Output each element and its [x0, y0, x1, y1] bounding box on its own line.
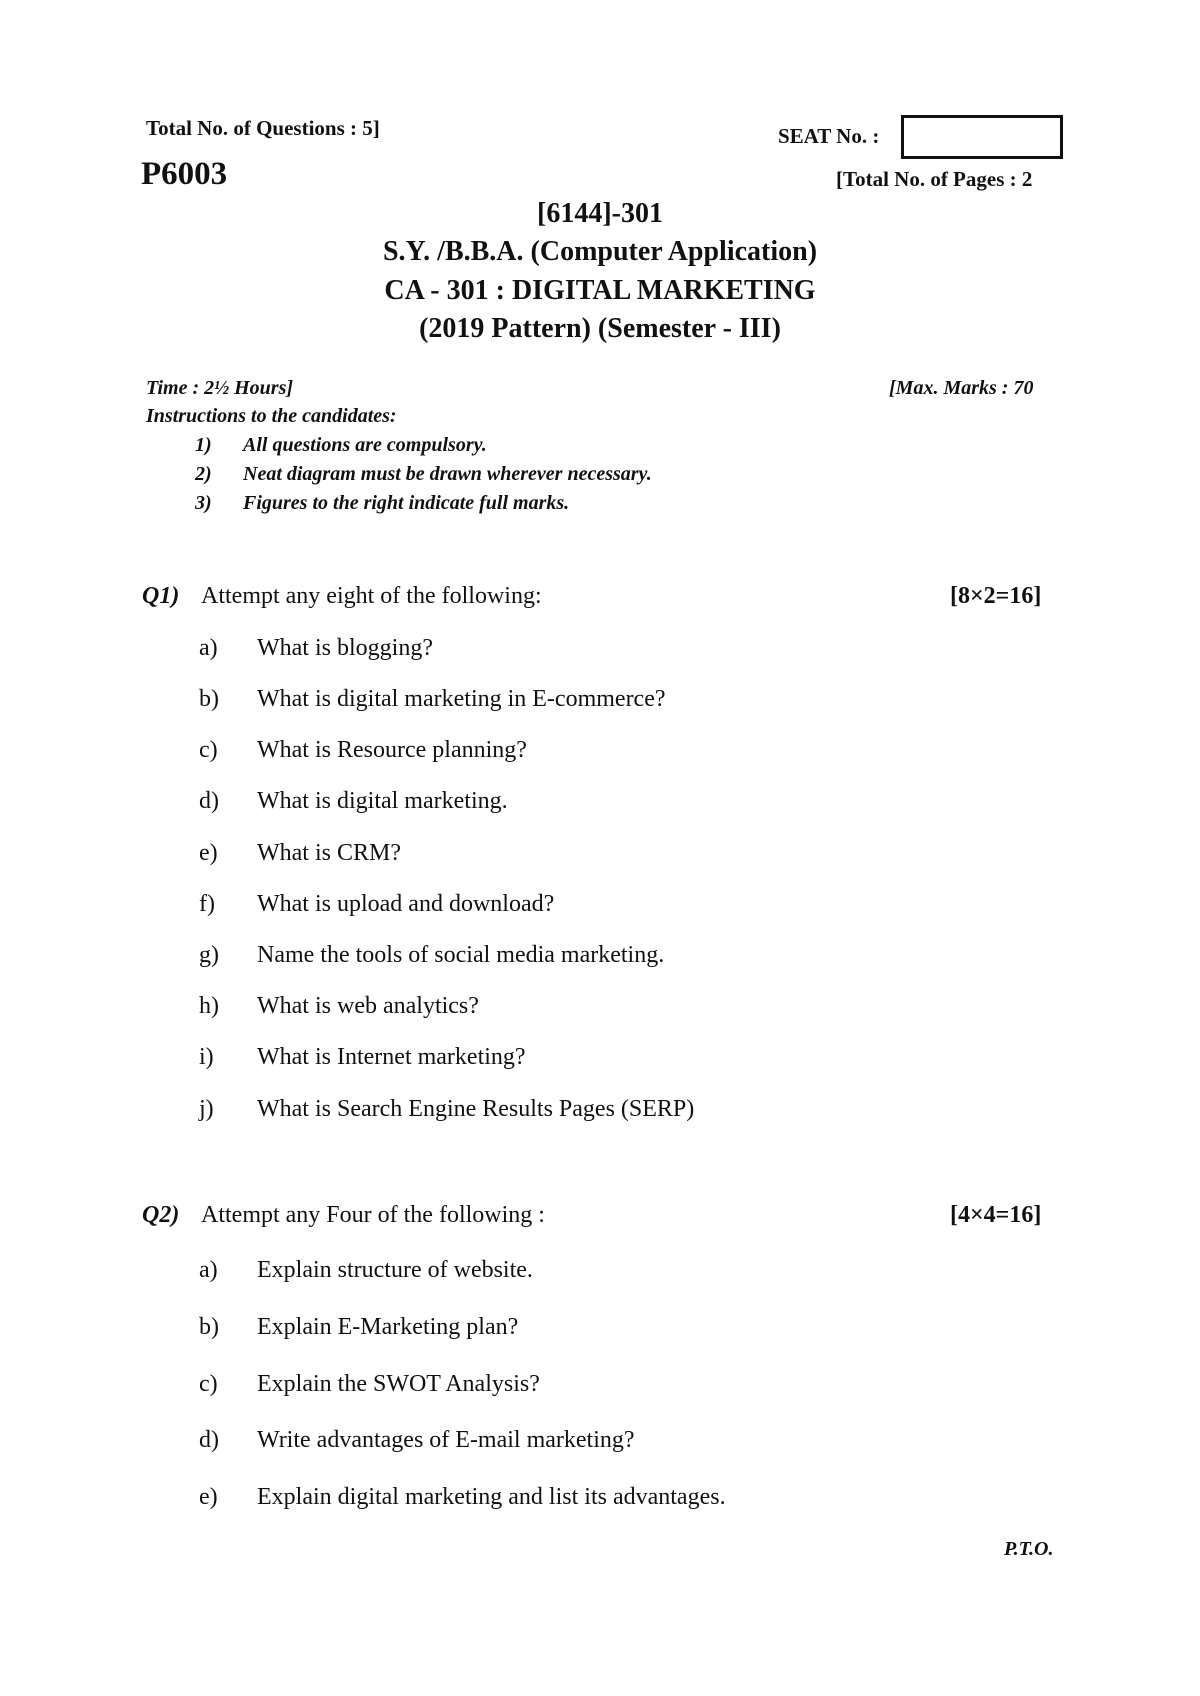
item-letter: a): [199, 635, 218, 661]
item-letter: g): [199, 942, 219, 968]
instruction-text: All questions are compulsory.: [243, 434, 487, 456]
question-1-item: [199, 840, 401, 867]
item-text: What is Resource planning?: [257, 737, 527, 763]
exam-code: [6144]-301: [537, 198, 663, 229]
item-text: What is Internet marketing?: [257, 1044, 526, 1070]
instruction-number: 3): [195, 492, 212, 514]
course-title: S.Y. /B.B.A. (Computer Application): [382, 236, 818, 267]
exam-time: Time : 2½ Hours]: [146, 377, 294, 399]
question-1-item: [199, 686, 666, 713]
instruction-text: Figures to the right indicate full marks.: [243, 492, 570, 514]
question-1-number: Q1): [142, 583, 180, 609]
question-1-item: [199, 737, 527, 764]
question-2-item: [199, 1314, 518, 1341]
question-1-item: [199, 788, 508, 815]
question-2-prompt: Attempt any Four of the following :: [201, 1202, 545, 1228]
instruction-item: [195, 434, 487, 457]
item-letter: d): [199, 788, 219, 814]
item-text: What is upload and download?: [257, 891, 555, 917]
item-letter: h): [199, 993, 219, 1019]
question-1-item: [199, 891, 554, 918]
question-1-item: [199, 635, 433, 662]
question-2-item: [199, 1371, 540, 1398]
item-letter: d): [199, 1427, 219, 1453]
seat-number-box[interactable]: [901, 115, 1063, 159]
paper-code: P6003: [141, 156, 228, 192]
item-text: Explain E-Marketing plan?: [257, 1314, 519, 1340]
item-text: What is digital marketing in E-commerce?: [257, 686, 666, 712]
instructions-title: Instructions to the candidates:: [146, 405, 397, 427]
question-1-item: [199, 942, 664, 969]
item-letter: a): [199, 1257, 218, 1283]
question-2-number: Q2): [142, 1202, 180, 1228]
total-questions: Total No. of Questions : 5]: [146, 116, 380, 140]
subject-title: CA - 301 : DIGITAL MARKETING: [384, 275, 816, 306]
question-2-item: [199, 1484, 726, 1511]
item-text: What is CRM?: [257, 840, 401, 866]
item-letter: j): [199, 1096, 214, 1122]
question-1-marks: [8×2=16]: [950, 583, 1042, 609]
item-letter: c): [199, 1371, 218, 1397]
question-1-item: [199, 1096, 694, 1123]
question-1-item: [199, 993, 479, 1020]
question-1-item: [199, 1044, 526, 1071]
item-letter: b): [199, 1314, 219, 1340]
item-text: Write advantages of E-mail marketing?: [257, 1427, 635, 1453]
total-pages: [Total No. of Pages : 2: [836, 167, 1033, 191]
instruction-number: 1): [195, 434, 212, 456]
question-1-prompt: Attempt any eight of the following:: [201, 583, 542, 609]
item-letter: i): [199, 1044, 214, 1070]
instruction-item: [195, 492, 569, 515]
item-letter: e): [199, 1484, 218, 1510]
instruction-text: Neat diagram must be drawn wherever necessary.: [243, 463, 652, 485]
max-marks: [Max. Marks : 70: [889, 377, 1034, 399]
item-letter: e): [199, 840, 218, 866]
item-text: What is blogging?: [257, 635, 433, 661]
question-2-item: [199, 1257, 533, 1284]
instruction-item: [195, 463, 652, 486]
please-turn-over: P.T.O.: [1004, 1538, 1054, 1560]
item-text: What is Search Engine Results Pages (SERP): [257, 1096, 695, 1122]
item-letter: b): [199, 686, 219, 712]
item-text: Explain the SWOT Analysis?: [257, 1371, 540, 1397]
pattern-semester: (2019 Pattern) (Semester - III): [419, 313, 781, 344]
item-text: What is web analytics?: [257, 993, 479, 1019]
seat-number-label: SEAT No. :: [778, 124, 880, 148]
item-text: Explain structure of website.: [257, 1257, 533, 1283]
item-text: What is digital marketing.: [257, 788, 508, 814]
item-letter: c): [199, 737, 218, 763]
instruction-number: 2): [195, 463, 212, 485]
question-2-marks: [4×4=16]: [950, 1202, 1042, 1228]
item-letter: f): [199, 891, 215, 917]
question-2-item: [199, 1427, 635, 1454]
item-text: Explain digital marketing and list its advantages.: [257, 1484, 726, 1510]
item-text: Name the tools of social media marketing.: [257, 942, 665, 968]
